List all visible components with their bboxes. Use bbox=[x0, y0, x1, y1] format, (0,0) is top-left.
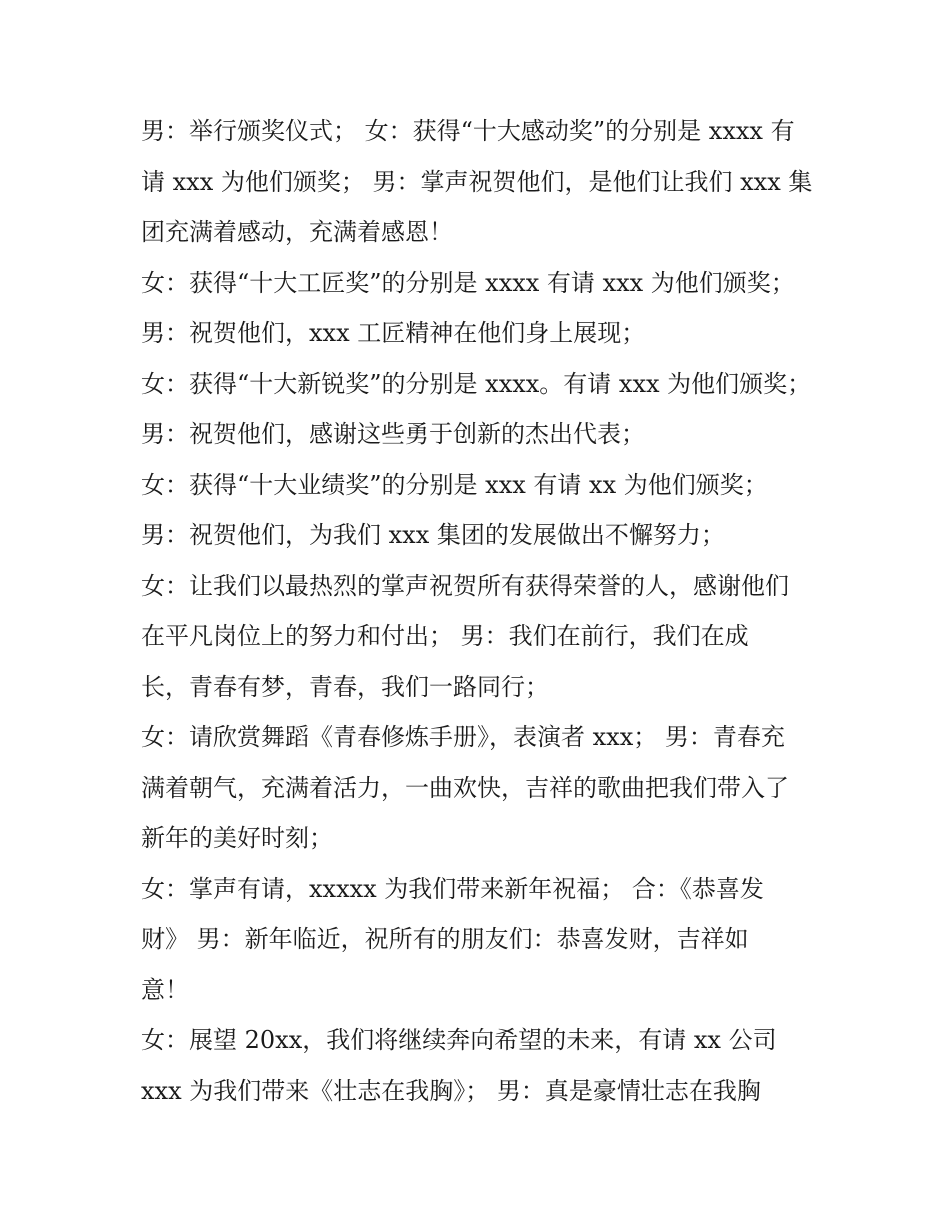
text-line: 女：获得“十大业绩奖”的分别是 xxx 有请 xx 为他们颁奖； bbox=[141, 470, 768, 499]
text-line: 财》 男：新年临近，祝所有的朋友们：恭喜发财，吉祥如 bbox=[141, 925, 749, 953]
text-line: 请 xxx 为他们颁奖； 男：掌声祝贺他们，是他们让我们 xxx 集 bbox=[141, 167, 813, 196]
text-line: 团充满着感动，充满着感恩！ bbox=[141, 218, 453, 246]
text-line: 男：举行颁奖仪式； 女：获得“十大感动奖”的分别是 xxxx 有 bbox=[141, 117, 795, 145]
text-line: 在平凡岗位上的努力和付出； 男：我们在前行，我们在成 bbox=[141, 622, 749, 650]
text-line: 女：让我们以最热烈的掌声祝贺所有获得荣誉的人，感谢他们 bbox=[141, 571, 789, 600]
text-line: 满着朝气，充满着活力，一曲欢快，吉祥的歌曲把我们带入了 bbox=[141, 773, 789, 802]
text-line: 女：获得“十大新锐奖”的分别是 xxxx。有请 xxx 为他们颁奖； bbox=[141, 369, 812, 398]
text-line: 女：请欣赏舞蹈《青春修炼手册》，表演者 xxx； 男：青春充 bbox=[141, 723, 785, 751]
text-line: xxx 为我们带来《壮志在我胸》； 男：真是豪情壮志在我胸 bbox=[141, 1076, 761, 1105]
text-line: 新年的美好时刻； bbox=[141, 824, 333, 852]
text-line: 男：祝贺他们，xxx 工匠精神在他们身上展现； bbox=[141, 319, 646, 347]
text-line: 女：展望 20xx，我们将继续奔向希望的未来，有请 xx 公司 bbox=[141, 1026, 777, 1054]
text-line: 女：掌声有请，xxxxx 为我们带来新年祝福； 合：《恭喜发 bbox=[141, 874, 764, 903]
text-line: 男：祝贺他们，为我们 xxx 集团的发展做出不懈努力； bbox=[141, 521, 725, 549]
text-line: 意！ bbox=[141, 975, 189, 1004]
text-line: 男：祝贺他们，感谢这些勇于创新的杰出代表； bbox=[141, 420, 645, 448]
text-line: 女：获得“十大工匠奖”的分别是 xxxx 有请 xxx 为他们颁奖； bbox=[141, 268, 795, 297]
text-line: 长，青春有梦，青春，我们一路同行； bbox=[141, 672, 549, 701]
script-text-block bbox=[141, 106, 821, 1116]
